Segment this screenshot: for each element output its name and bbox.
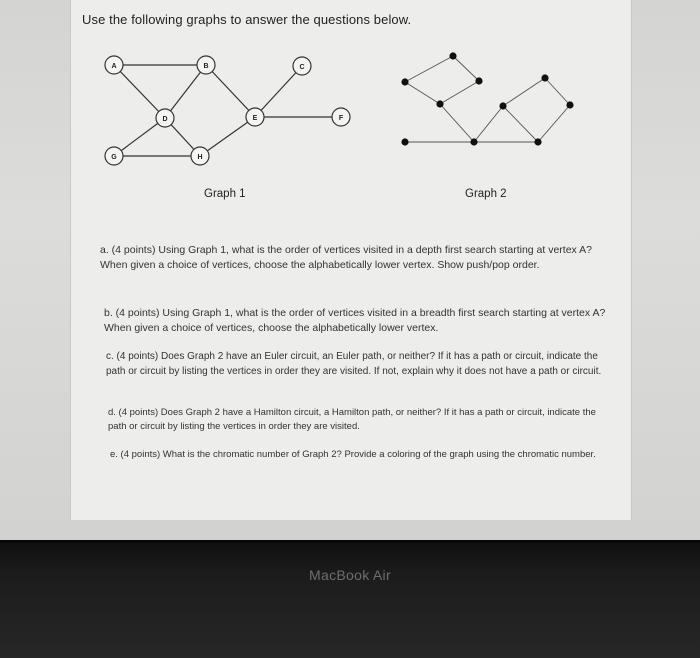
g2-vertex bbox=[541, 74, 548, 81]
laptop-brand-label: MacBook Air bbox=[309, 567, 391, 583]
question-b: b. (4 points) Using Graph 1, what is the order of vertices visited in a breadth first search starting at vertex A? When given a choice of vertices, choose the alphabetically lower vertex. bbox=[104, 307, 606, 334]
bezel-edge bbox=[0, 540, 700, 543]
vertex-label-d: D bbox=[162, 116, 168, 123]
g2-vertex bbox=[449, 52, 456, 59]
graph1-edges bbox=[114, 65, 341, 156]
g2-vertex bbox=[401, 138, 408, 145]
edge-g2-6 bbox=[474, 106, 503, 142]
vertex-label-e: E bbox=[252, 115, 258, 122]
graph2-caption: Graph 2 bbox=[465, 188, 507, 200]
vertex-label-b: B bbox=[203, 63, 209, 70]
edge-g2-3 bbox=[440, 81, 479, 104]
edge-b-d bbox=[165, 63, 209, 118]
vertex-label-a: A bbox=[111, 63, 117, 70]
vertex-label-f: F bbox=[338, 115, 344, 122]
edge-g2-2 bbox=[453, 56, 479, 81]
question-d: d. (4 points) Does Graph 2 have a Hamilton circuit, a Hamilton path, or neither? If it has a path or circuit, indicate the path or circuit by listing the vertices in order they are visited. bbox=[108, 407, 596, 432]
question-a: a. (4 points) Using Graph 1, what is the order of vertices visited in a depth first search starting at vertex A? When given a choice of vertices, choose the alphabetically lower vertex. Show push/pop order. bbox=[100, 244, 592, 271]
graph2-edges bbox=[405, 56, 570, 142]
edge-g2-9 bbox=[538, 105, 570, 142]
g2-vertex bbox=[475, 77, 482, 84]
graph1-vertices bbox=[105, 56, 350, 165]
g2-vertex bbox=[499, 102, 506, 109]
g2-vertex bbox=[566, 101, 573, 108]
graph1-vertex-labels bbox=[111, 63, 344, 161]
edge-g2-10 bbox=[503, 106, 538, 142]
g2-vertex bbox=[401, 78, 408, 85]
edge-g2-5 bbox=[440, 104, 474, 142]
edge-g2-4 bbox=[405, 82, 440, 104]
edge-g2-1 bbox=[405, 56, 453, 82]
vertex-label-h: H bbox=[197, 154, 203, 161]
laptop-bezel bbox=[0, 540, 700, 658]
g2-vertex bbox=[470, 138, 477, 145]
edge-c-e bbox=[255, 64, 305, 117]
edge-g2-8 bbox=[545, 78, 570, 105]
edge-a-d bbox=[114, 65, 165, 118]
edge-b-e bbox=[206, 65, 255, 117]
g2-vertex bbox=[534, 138, 541, 145]
edge-g2-7 bbox=[503, 78, 545, 106]
g2-vertex bbox=[436, 100, 443, 107]
vertex-label-c: C bbox=[299, 64, 305, 71]
question-e: e. (4 points) What is the chromatic number of Graph 2? Provide a coloring of the graph using the chromatic number. bbox=[110, 449, 596, 460]
vertex-label-g: G bbox=[111, 154, 117, 161]
instruction-text: Use the following graphs to answer the questions below. bbox=[82, 12, 412, 27]
graph2-vertices bbox=[401, 52, 573, 145]
question-c: c. (4 points) Does Graph 2 have an Euler circuit, an Euler path, or neither? If it has a path or circuit, indicate the path or circuit by listing the vertices in order they are visited. If not, explain why it does not have a path or circuit. bbox=[106, 351, 602, 377]
graph1-caption: Graph 1 bbox=[204, 188, 246, 200]
edge-h-e bbox=[200, 117, 255, 156]
